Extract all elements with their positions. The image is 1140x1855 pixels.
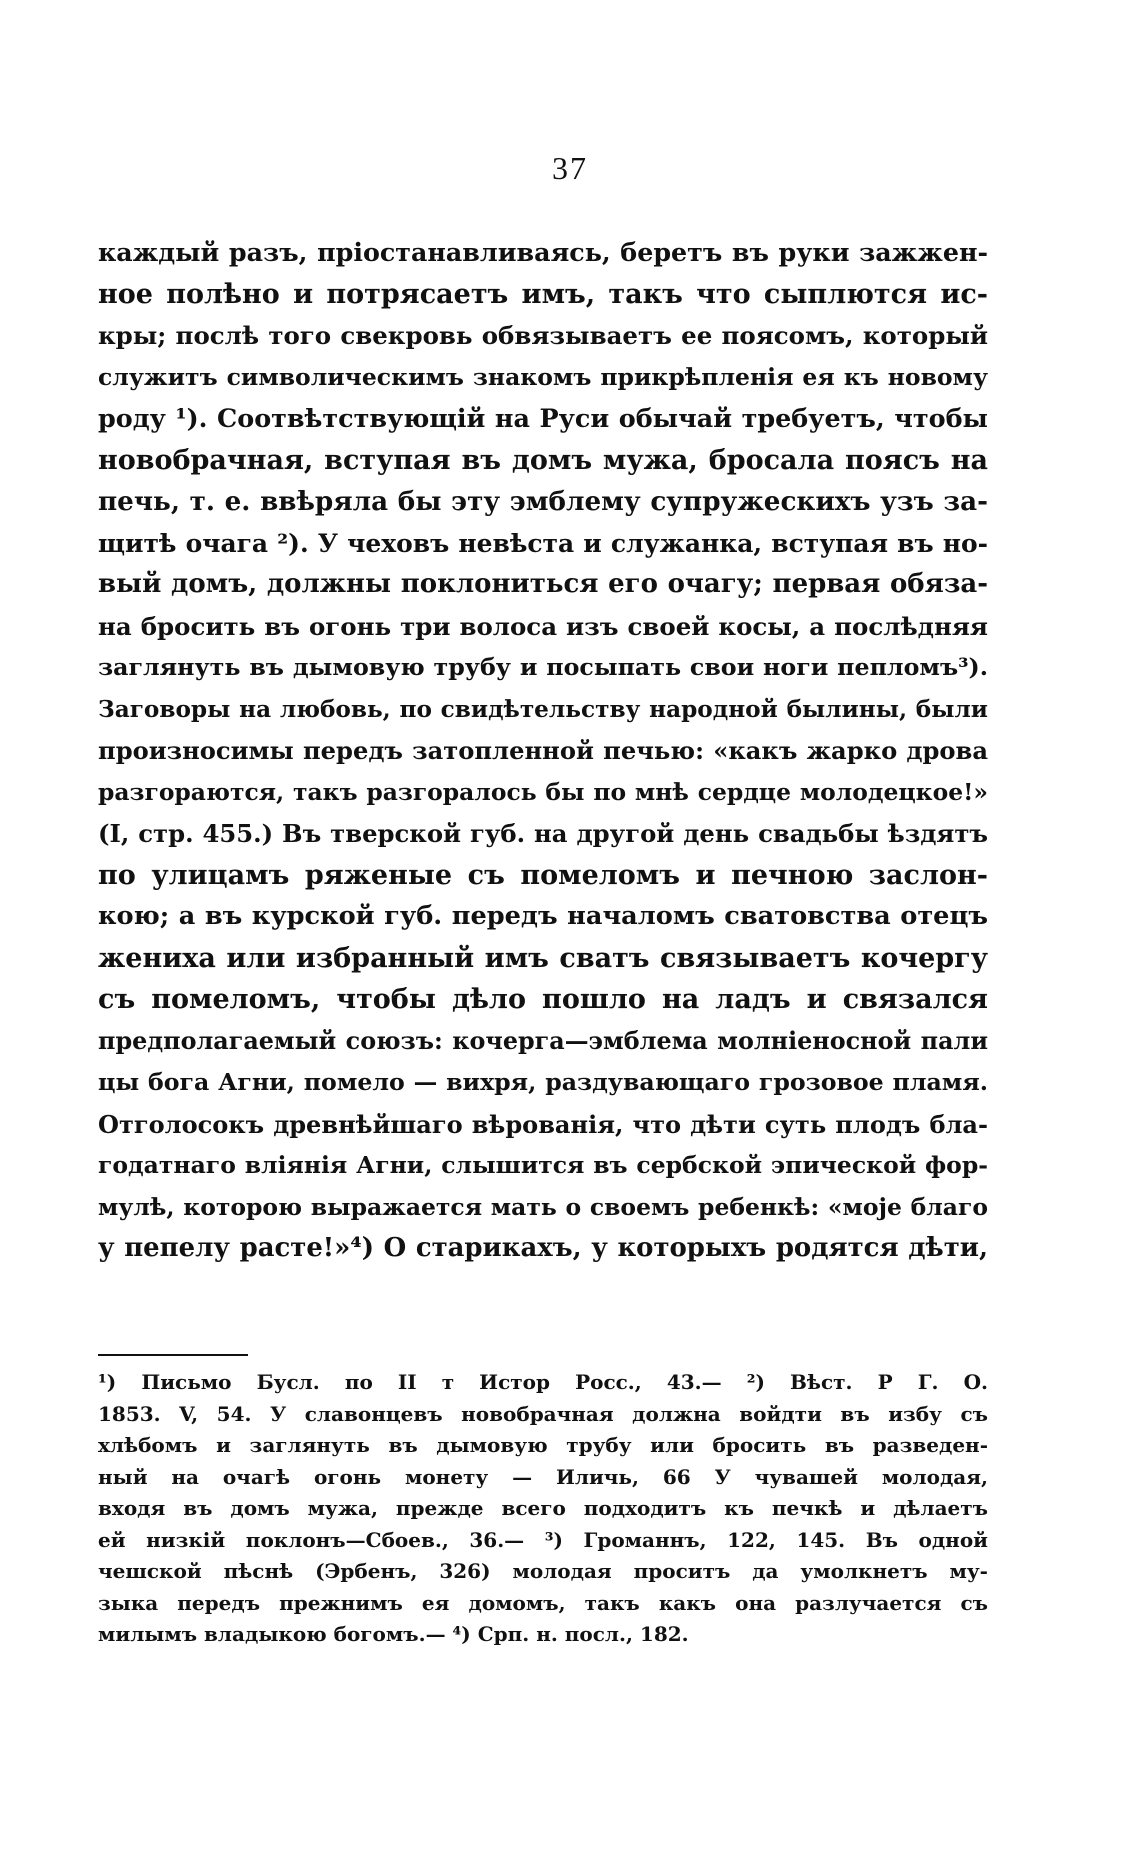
main-text bbox=[98, 232, 988, 1270]
text-line: ное полѣно и потрясаетъ имъ, такъ что сыплются ис- bbox=[98, 278, 988, 310]
footnote-line: входя въ домъ мужа, прежде всего подходитъ къ печкѣ и дѣлаетъ bbox=[98, 1496, 988, 1520]
text-line: разгораются, такъ разгоралось бы по мнѣ сердце молодецкое!» bbox=[98, 777, 988, 806]
text-line: служитъ символическимъ знакомъ прикрѣпленія ея къ новому bbox=[98, 362, 988, 391]
footnote-line: ей низкій поклонъ—Сбоев., 36.— ³) Громаннъ, 122, 145. Въ одной bbox=[98, 1527, 988, 1552]
text-line: съ помеломъ, чтобы дѣло пошло на ладъ и связался bbox=[98, 984, 988, 1015]
footnote-line: хлѣбомъ и заглянуть въ дымовую трубу или бросить въ разведен- bbox=[98, 1433, 988, 1457]
footnote-line: милымъ владыкою богомъ.— ⁴) Срп. н. посл., 182. bbox=[98, 1622, 689, 1646]
text-line: Отголосокъ древнѣйшаго вѣрованія, что дѣти суть плодъ бла- bbox=[98, 1109, 988, 1139]
text-line: Заговоры на любовь, по свидѣтельству народной былины, были bbox=[98, 695, 988, 723]
text-line: печь, т. е. ввѣряла бы эту эмблему супружескихъ узъ за- bbox=[98, 486, 988, 517]
footnote-line: ¹) Письмо Бусл. по II т Истор Росс., 43.— ²) Вѣст. Р Г. О. bbox=[98, 1370, 988, 1394]
page-number: 37 bbox=[552, 150, 588, 186]
text-line: годатнаго вліянія Агни, слышится въ сербской эпической фор- bbox=[98, 1151, 988, 1179]
text-line: по улицамъ ряженые съ помеломъ и печною заслон- bbox=[98, 859, 988, 891]
text-line: кою; а въ курской губ. передъ началомъ сватовства отецъ bbox=[98, 901, 988, 931]
footnote-divider bbox=[98, 1354, 248, 1356]
footnote-line: 1853. V, 54. У славонцевъ новобрачная должна войдти въ избу съ bbox=[98, 1401, 988, 1426]
text-line: у пепелу расте!»⁴) О старикахъ, у которыхъ родятся дѣти, bbox=[98, 1233, 988, 1263]
text-line: (I, стр. 455.) Въ тверской губ. на другой день свадьбы ѣздятъ bbox=[98, 819, 988, 848]
text-line: предполагаемый союзъ: кочерга—эмблема молніеносной пали bbox=[98, 1026, 988, 1055]
text-line: щитѣ очага ²). У чеховъ невѣста и служанка, вступая въ но- bbox=[98, 528, 988, 558]
text-line: цы бога Агни, помело — вихря, раздувающаго грозовое пламя. bbox=[98, 1068, 988, 1096]
text-line: новобрачная, вступая въ домъ мужа, бросала поясъ на bbox=[98, 444, 988, 476]
text-line: каждый разъ, пріостанавливаясь, беретъ въ руки зажжен- bbox=[98, 237, 988, 267]
text-line: кры; послѣ того свекровь обвязываетъ ее поясомъ, который bbox=[98, 321, 988, 350]
text-line: жениха или избранный имъ сватъ связываетъ кочергу bbox=[98, 942, 988, 974]
footnotes bbox=[98, 1367, 988, 1651]
text-line: на бросить въ огонь три волоса изъ своей косы, а послѣдняя bbox=[98, 611, 988, 641]
text-line: произносимы передъ затопленной печью: «какъ жарко дрова bbox=[98, 736, 988, 765]
text-line: заглянуть въ дымовую трубу и посыпать свои ноги пепломъ³). bbox=[98, 653, 988, 681]
text-line: вый домъ, должны поклониться его очагу; первая обяза- bbox=[98, 569, 988, 599]
footnote-line: зыка передъ прежнимъ ея домомъ, такъ какъ она разлучается съ bbox=[98, 1590, 988, 1615]
footnote-line: чешской пѣснѣ (Эрбенъ, 326) молодая проситъ да умолкнетъ му- bbox=[98, 1559, 988, 1583]
footnote-line: ный на очагѣ огонь монету — Иличь, 66 У чувашей молодая, bbox=[98, 1464, 988, 1489]
text-line: роду ¹). Соотвѣтствующій на Руси обычай требуетъ, чтобы bbox=[98, 403, 988, 433]
text-line: мулѣ, которою выражается мать о своемъ ребенкѣ: «моје благо bbox=[98, 1192, 988, 1221]
